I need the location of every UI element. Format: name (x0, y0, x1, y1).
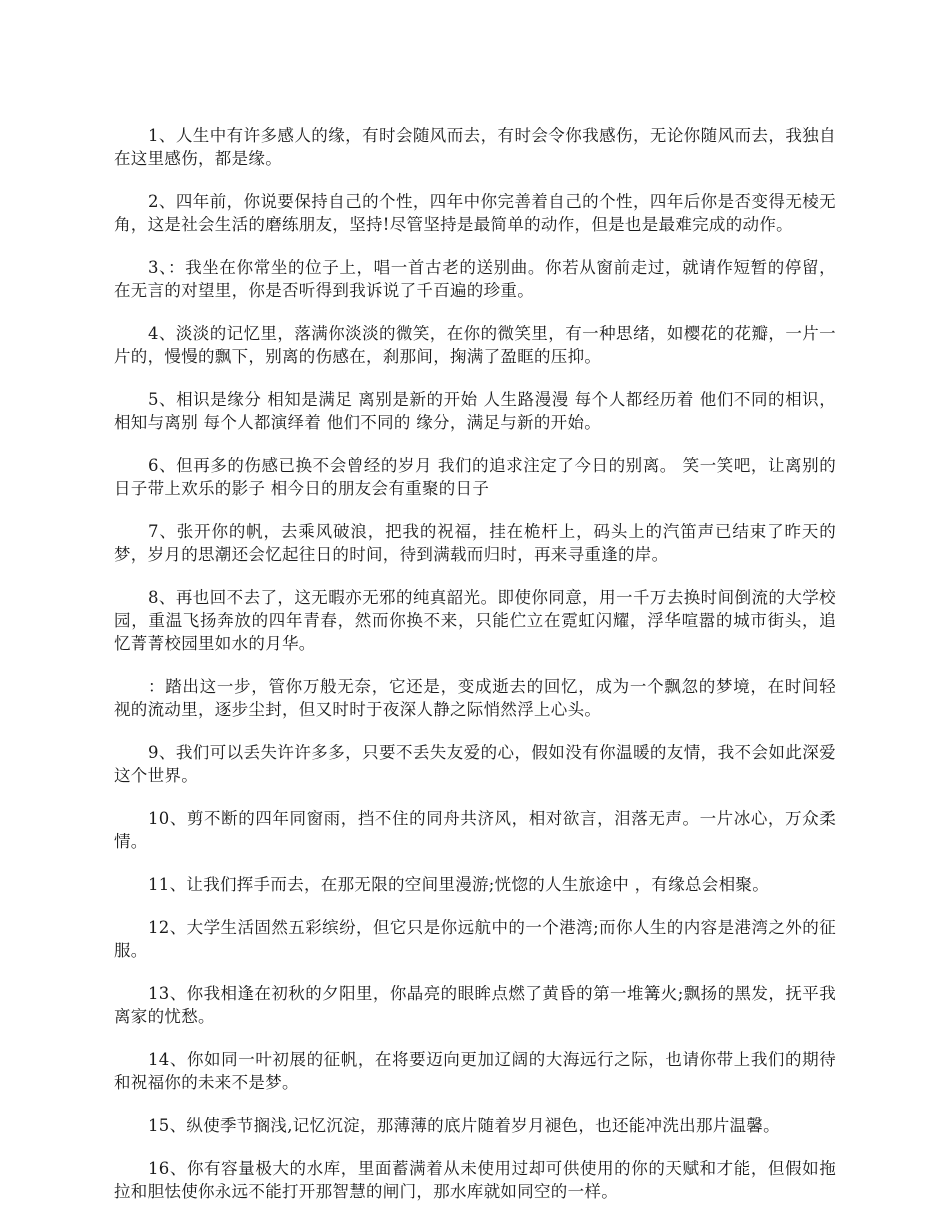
paragraph-14: 14、你如同一叶初展的征帆，在将要迈向更加辽阔的大海远行之际，也请你带上我们的期待和祝福你的未来不是梦。 (114, 1050, 836, 1092)
paragraph-5: 5、相识是缘分 相知是满足 离别是新的开始 人生路漫漫 每个人都经历着 他们不同的相识，相知与离别 每个人都演绎着 他们不同的 缘分，满足与新的开始。 (114, 390, 836, 432)
paragraph-7: 7、张开你的帆，去乘风破浪，把我的祝福，挂在桅杆上，码头上的汽笛声已结束了昨天的梦，岁月的思潮还会忆起往日的时间，待到满载而归时，再来寻重逢的岸。 (114, 522, 836, 564)
paragraph-10: 10、剪不断的四年同窗雨，挡不住的同舟共济风，相对欲言，泪落无声。一片冰心，万众柔情。 (114, 809, 836, 851)
paragraph-unnumbered: ：踏出这一步，管你万般无奈，它还是，变成逝去的回忆，成为一个飘忽的梦境，在时间轻视的流动里，逐步尘封，但又时时于夜深人静之际悄然浮上心头。 (114, 677, 836, 719)
paragraph-8: 8、再也回不去了，这无暇亦无邪的纯真韶光。即使你同意，用一千万去换时间倒流的大学校园，重温飞扬奔放的四年青春，然而你换不来，只能伫立在霓虹闪耀，浮华喧嚣的城市街头，追忆菁菁校园里如水的月华。 (114, 588, 836, 653)
paragraph-9: 9、我们可以丢失许许多多，只要不丢失友爱的心，假如没有你温暖的友情，我不会如此深爱这个世界。 (114, 743, 836, 785)
paragraph-16: 16、你有容量极大的水库，里面蓄满着从未使用过却可供使用的你的天赋和才能，但假如拖拉和胆怯使你永远不能打开那智慧的闸门，那水库就如同空的一样。 (114, 1159, 836, 1201)
paragraph-1: 1、人生中有许多感人的缘，有时会随风而去，有时会令你我感伤，无论你随风而去，我独自在这里感伤，都是缘。 (114, 126, 836, 168)
paragraph-6: 6、但再多的伤感已换不会曾经的岁月 我们的追求注定了今日的别离。 笑一笑吧，让离别的日子带上欢乐的影子 相今日的朋友会有重聚的日子 (114, 456, 836, 498)
paragraph-12: 12、大学生活固然五彩缤纷，但它只是你远航中的一个港湾;而你人生的内容是港湾之外的征服。 (114, 918, 836, 960)
paragraph-13: 13、你我相逢在初秋的夕阳里，你晶亮的眼眸点燃了黄昏的第一堆篝火;飘扬的黑发，抚平我离家的忧愁。 (114, 984, 836, 1026)
paragraph-11: 11、让我们挥手而去，在那无限的空间里漫游;恍惚的人生旅途中 ，有缘总会相聚。 (148, 875, 769, 894)
document-body (114, 124, 836, 1223)
paragraph-4: 4、淡淡的记忆里，落满你淡淡的微笑，在你的微笑里，有一种思绪，如樱花的花瓣，一片一片的，慢慢的飘下，别离的伤感在，刹那间，掬满了盈眶的压抑。 (114, 324, 836, 366)
paragraph-3: 3、：我坐在你常坐的位子上，唱一首古老的送别曲。你若从窗前走过，就请作短暂的停留，在无言的对望里，你是否听得到我诉说了千百遍的珍重。 (114, 258, 836, 300)
paragraph-2: 2、四年前，你说要保持自己的个性，四年中你完善着自己的个性，四年后你是否变得无棱无角，这是社会生活的磨练朋友，坚持!尽管坚持是最简单的动作，但是也是最难完成的动作。 (114, 192, 836, 234)
paragraph-15: 15、纵使季节搁浅,记忆沉淀，那薄薄的底片随着岁月褪色，也还能冲洗出那片温馨。 (148, 1116, 780, 1135)
